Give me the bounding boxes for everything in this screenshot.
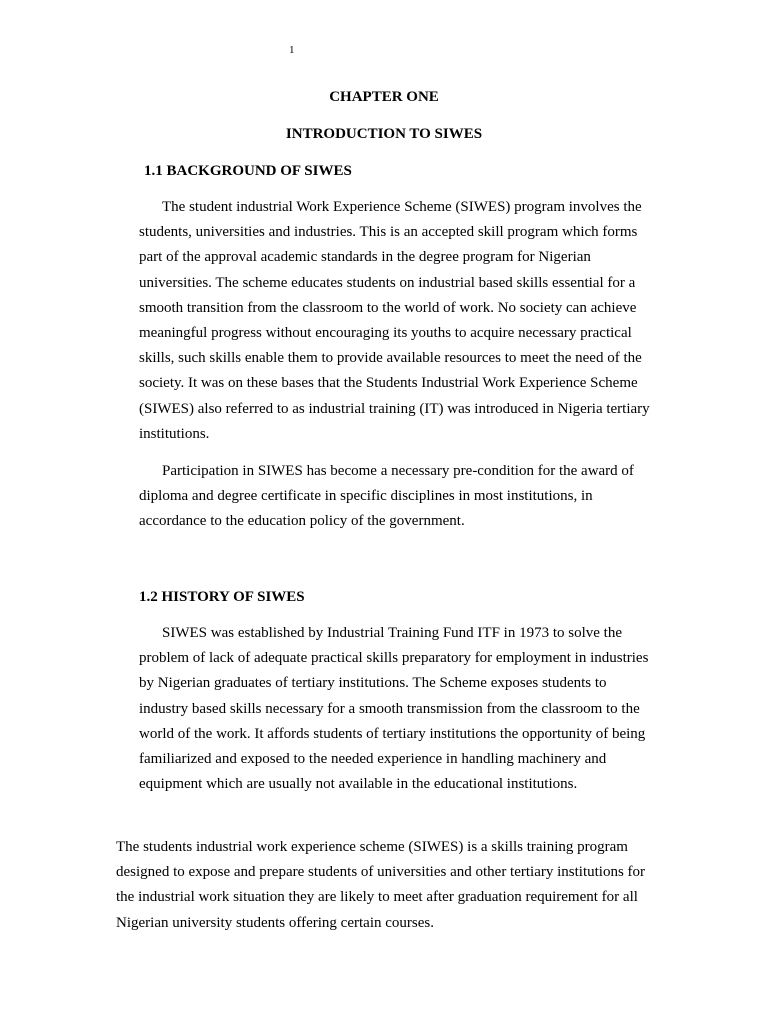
page-number: 1: [289, 44, 295, 56]
section-heading-history: 1.2 HISTORY OF SIWES: [139, 589, 305, 605]
paragraph-history-1: SIWES was established by Industrial Training Fund ITF in 1973 to solve the problem of lack of adequate practical skills preparatory for employment in industries by Nigerian graduates of tertiary institutions. The Scheme exposes students to industry based skills necessary for a smooth transmission from the classroom to the world of the work. It affords students of tertiary institutions the opportunity of being familiarized and exposed to the needed experience in handling machinery and equipment which are usually not available in the educational institutions.: [139, 625, 649, 793]
chapter-subtitle: INTRODUCTION TO SIWES: [285, 126, 483, 142]
chapter-title: CHAPTER ONE: [329, 89, 439, 105]
paragraph-background-1: The student industrial Work Experience Scheme (SIWES) program involves the students, universities and industries. This is an accepted skill program which forms part of the approval academic standards in the degree program for Nigerian universities. The scheme educates students on industrial based skills essential for a smooth transition from the classroom to the world of work. No society can achieve meaningful progress without encouraging its youths to acquire necessary practical skills, such skills enable them to provide available resources to meet the need of the society. It was on these bases that the Students Industrial Work Experience Scheme (SIWES) also referred to as industrial training (IT) was introduced in Nigeria tertiary institutions.: [139, 199, 650, 442]
paragraph-history-2: The students industrial work experience scheme (SIWES) is a skills training program designed to expose and prepare students of universities and other tertiary institutions for the industrial work situation they are likely to meet after graduation requirement for all Nigerian university students offering certain courses.: [116, 839, 646, 931]
paragraph-background-2: Participation in SIWES has become a necessary pre-condition for the award of diploma and degree certificate in specific disciplines in most institutions, in accordance to the education policy of the government.: [139, 463, 634, 530]
section-heading-background: 1.1 BACKGROUND OF SIWES: [144, 163, 352, 179]
